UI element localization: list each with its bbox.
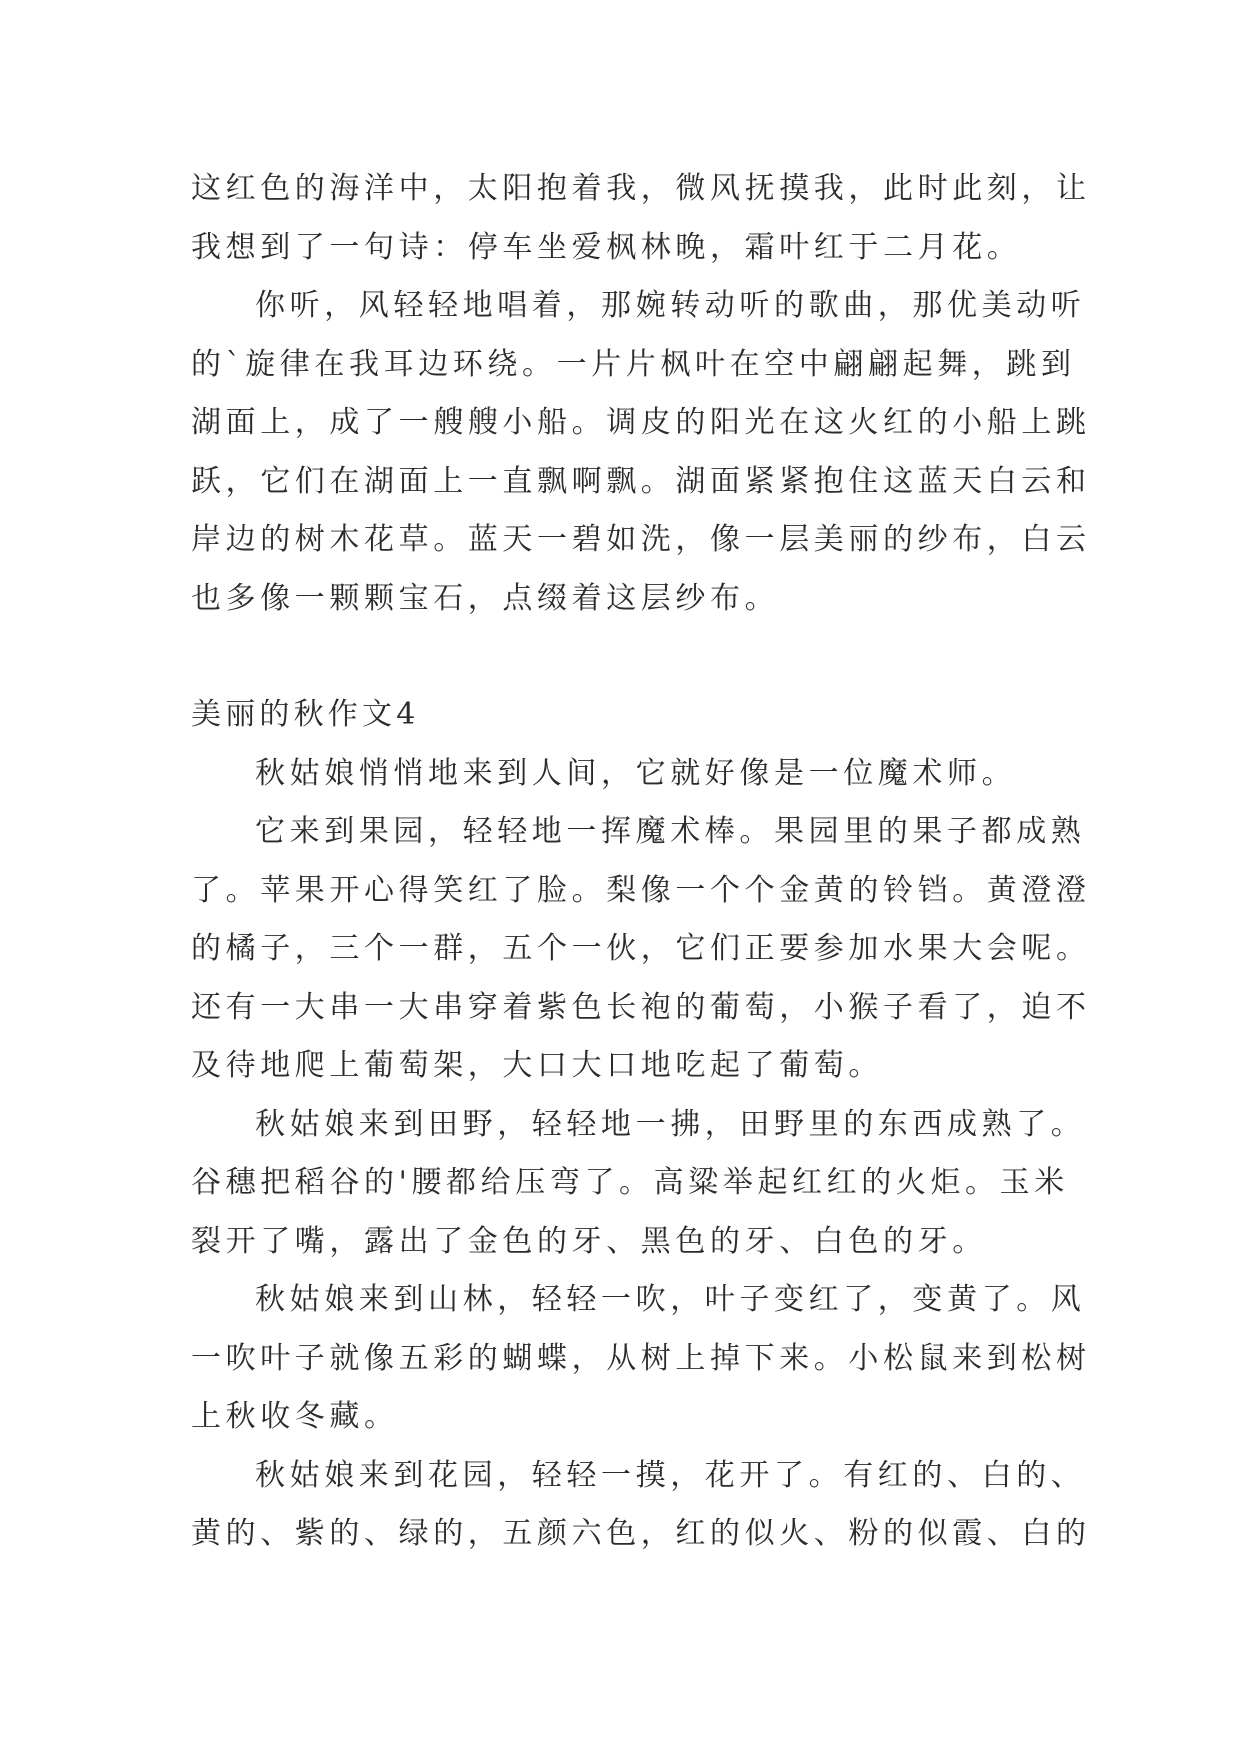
text-line: 裂开了嘴，露出了金色的牙、黑色的牙、白色的牙。	[191, 1223, 987, 1259]
section-heading	[191, 686, 1071, 745]
text-line: 也多像一颗颗宝石，点缀着这层纱布。	[191, 580, 780, 616]
text-line: 秋姑娘来到山林，轻轻一吹，叶子变红了，变黄了。风	[255, 1282, 1086, 1317]
text-line: 你听，风轻轻地唱着，那婉转动听的歌曲，那优美动听	[255, 288, 1086, 323]
text-line: 的橘子，三个一群，五个一伙，它们正要参加水果大会呢。	[191, 931, 1091, 966]
heading-text: 美丽的秋作文4	[191, 697, 420, 732]
paragraph-listen	[191, 277, 1091, 628]
paragraph-magician	[191, 745, 1071, 804]
text-line: 秋姑娘悄悄地来到人间，它就好像是一位魔术师。	[255, 755, 1017, 791]
text-line: 黄的、紫的、绿的，五颜六色，红的似火、粉的似霞、白的	[191, 1516, 1091, 1551]
text-line: 还有一大串一大串穿着紫色长袍的葡萄，小猴子看了，迫不	[191, 989, 1091, 1025]
text-line: 秋姑娘来到田野，轻轻地一拂，田野里的东西成熟了。	[255, 1106, 1086, 1142]
paragraph-orchard	[191, 803, 1091, 1096]
text-line: 这红色的海洋中，太阳抱着我，微风抚摸我，此时此刻，让	[191, 171, 1091, 206]
paragraph-continuation	[191, 160, 1091, 277]
text-line: 及待地爬上葡萄架，大口大口地吃起了葡萄。	[191, 1048, 883, 1083]
text-line: 的`旋律在我耳边环绕。一片片枫叶在空中翩翩起舞，跳到	[191, 346, 1076, 382]
text-line: 跃，它们在湖面上一直飘啊飘。湖面紧紧抱住这蓝天白云和	[191, 463, 1091, 499]
text-line: 秋姑娘来到花园，轻轻一摸，花开了。有红的、白的、	[255, 1457, 1086, 1493]
text-line: 一吹叶子就像五彩的蝴蝶，从树上掉下来。小松鼠来到松树	[191, 1340, 1091, 1376]
text-line: 湖面上，成了一艘艘小船。调皮的阳光在这火红的小船上跳	[191, 405, 1091, 440]
paragraph-forest	[191, 1271, 1091, 1447]
text-line: 上秋收冬藏。	[191, 1399, 399, 1434]
text-line: 谷穗把稻谷的'腰都给压弯了。高粱举起红红的火炬。玉米	[191, 1165, 1069, 1200]
paragraph-garden	[191, 1447, 1091, 1564]
text-line: 了。苹果开心得笑红了脸。梨像一个个金黄的铃铛。黄澄澄	[191, 872, 1091, 908]
text-line: 它来到果园，轻轻地一挥魔术棒。果园里的果子都成熟	[255, 814, 1086, 849]
document-body	[191, 160, 1091, 1564]
paragraph-fields	[191, 1096, 1086, 1272]
text-line: 我想到了一句诗：停车坐爱枫林晚，霜叶红于二月花。	[191, 229, 1022, 265]
text-line: 岸边的树木花草。蓝天一碧如洗，像一层美丽的纱布，白云	[191, 522, 1091, 557]
